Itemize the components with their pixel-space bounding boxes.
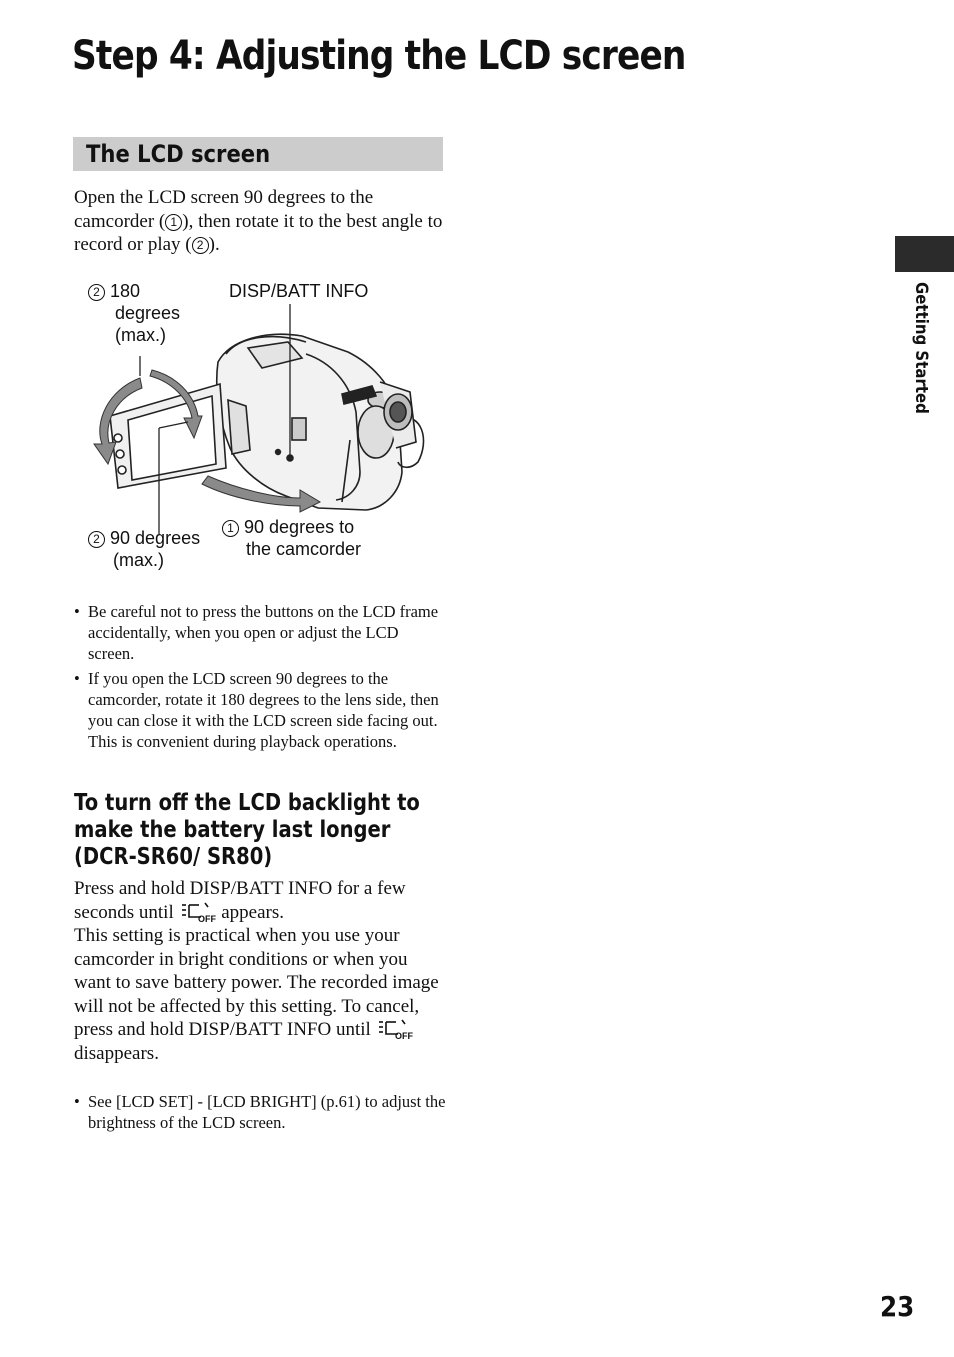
step-1-marker: 1: [165, 214, 182, 231]
see-also-notes: [74, 1091, 446, 1137]
label-180-degrees-line3: (max.): [115, 325, 166, 345]
backlight-heading: To turn off the LCD backlight to make the battery last longer (DCR-SR60/ SR80): [74, 790, 420, 870]
step-2-marker: 2: [192, 237, 209, 254]
label-90-degrees-max-line2: (max.): [113, 550, 164, 570]
chapter-tab-label: Getting Started: [911, 282, 931, 414]
lcd-backlight-off-icon: [376, 1018, 414, 1040]
label-90-degrees-to-camcorder: 1 90 degrees to: [222, 516, 354, 538]
svg-text:OFF: OFF: [394, 1031, 413, 1040]
label-90-degrees-max: 2 90 degrees: [88, 527, 200, 549]
label-90-degrees-to-camcorder-line2: the camcorder: [246, 539, 362, 559]
chapter-tab-marker: [895, 236, 954, 272]
note-item: • See [LCD SET] - [LCD BRIGHT] (p.61) to adjust the brightness of the LCD screen.: [74, 1091, 446, 1133]
section-heading: The LCD screen: [86, 140, 271, 168]
lcd-backlight-off-icon: [179, 901, 217, 923]
label-disp-batt-info: DISP/BATT INFO: [229, 281, 369, 301]
notes-list: [74, 601, 446, 756]
svg-text:OFF: OFF: [197, 913, 216, 923]
camcorder-figure: [80, 272, 450, 577]
intro-paragraph: Open the LCD screen 90 degrees to the camcorder ( 1 ), then rotate it to the best angle to record or play ( 2 ).: [74, 187, 443, 255]
page-title: Step 4: Adjusting the LCD screen: [72, 33, 686, 79]
label-180-degrees: 2 180: [88, 280, 140, 302]
backlight-paragraph: Press and hold DISP/BATT INFO for a few seconds until OFF appears. This setting is practical when you use your camcorder in bright conditions or when you want to save battery power. The recorded image will not be affected by this setting. To cancel, press and hold DISP/BATT INFO until OFF disappears.: [74, 878, 439, 1064]
label-180-degrees-line2: degrees: [115, 303, 181, 323]
note-item: • If you open the LCD screen 90 degrees to the camcorder, rotate it 180 degrees to the lens side, then you can close it with the LCD screen side facing out. This is convenient during playback operations.: [74, 668, 446, 752]
note-item: • Be careful not to press the buttons on the LCD frame accidentally, when you open or adjust the LCD screen.: [74, 601, 446, 664]
page-number: 23: [880, 1290, 915, 1323]
